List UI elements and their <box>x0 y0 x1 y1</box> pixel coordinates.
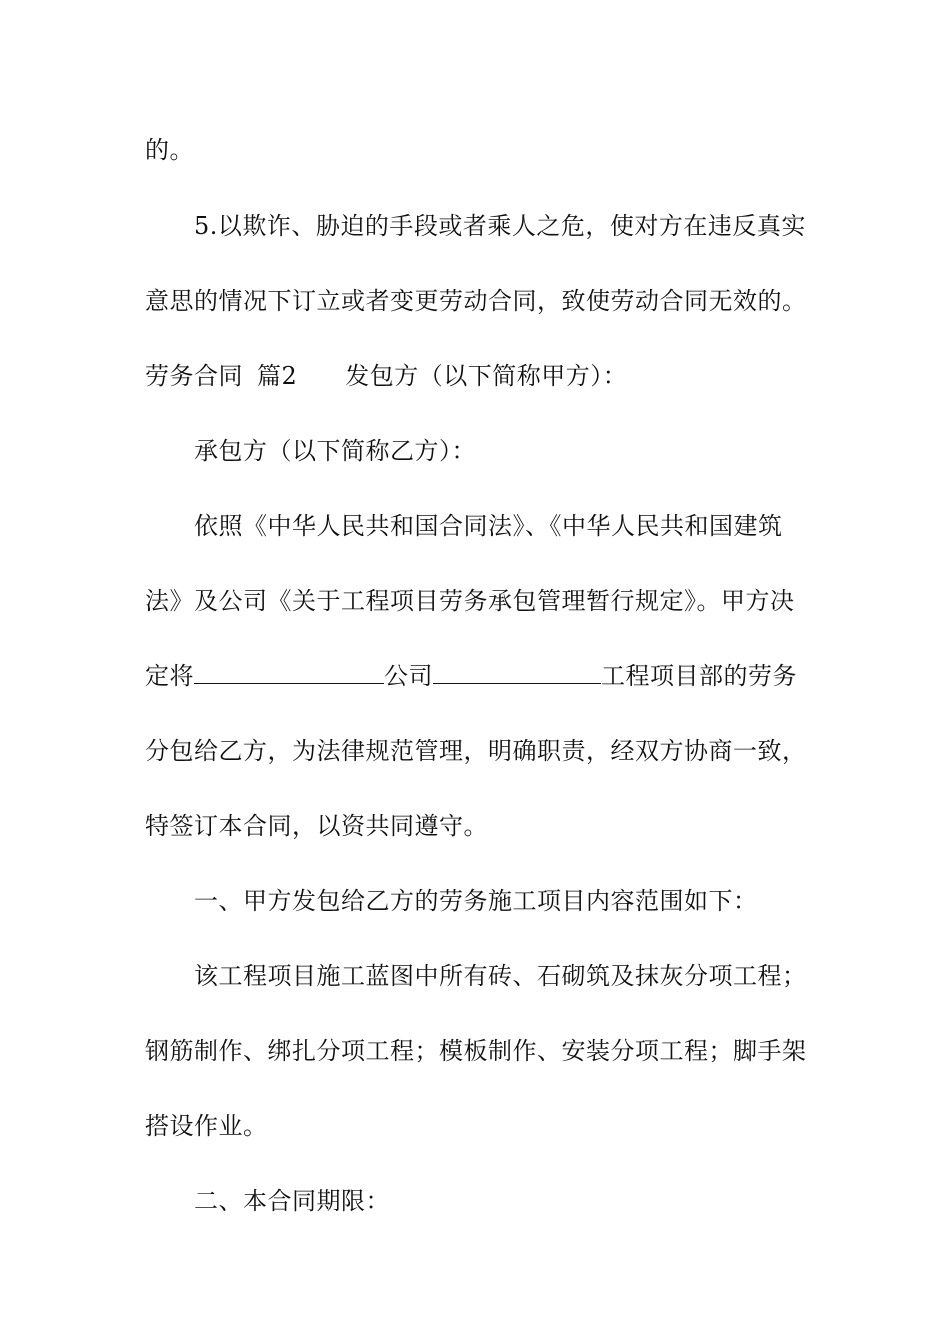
paragraph-line-6: 分包给乙方，为法律规范管理，明确职责，经双方协商一致， <box>145 737 807 765</box>
paragraph-line-4: 依照《中华人民共和国合同法》、《中华人民共和国建筑 <box>194 512 783 540</box>
paragraph-line-7: 特签订本合同，以资共同遵守。 <box>145 812 488 840</box>
fill-suffix: 工程项目部的劳务 <box>601 662 797 690</box>
clause-2-heading: 二、本合同期限： <box>194 1187 390 1215</box>
paragraph-line-5: 法》及公司《关于工程项目劳务承包管理暂行规定》。甲方决 <box>145 587 795 615</box>
paragraph-line-10: 搭设作业。 <box>145 1112 268 1140</box>
paragraph-line-1: 的。 <box>145 136 194 164</box>
section-heading-line <box>145 361 627 391</box>
paragraph-line-2: 5.以欺诈、胁迫的手段或者乘人之危，使对方在违反真实 <box>194 212 806 240</box>
paragraph-line-9: 钢筋制作、绑扎分项工程；模板制作、安装分项工程；脚手架 <box>145 1037 807 1065</box>
party-b-line: 承包方（以下简称乙方）： <box>194 437 476 465</box>
fill-prefix: 定将 <box>145 662 194 690</box>
contract-title: 劳务合同 <box>145 362 243 390</box>
fill-middle: 公司 <box>384 662 433 690</box>
paragraph-line-3: 意思的情况下订立或者变更劳动合同，致使劳动合同无效的。 <box>145 287 807 315</box>
company-blank <box>194 661 384 684</box>
project-blank <box>433 661 601 684</box>
contract-part-label: 篇2 <box>257 362 298 390</box>
fill-in-line <box>145 661 797 691</box>
paragraph-line-8: 该工程项目施工蓝图中所有砖、石砌筑及抹灰分项工程； <box>194 962 807 990</box>
clause-1-heading: 一、甲方发包给乙方的劳务施工项目内容范围如下： <box>194 887 758 915</box>
party-a-label: 发包方（以下简称甲方）： <box>345 362 628 390</box>
